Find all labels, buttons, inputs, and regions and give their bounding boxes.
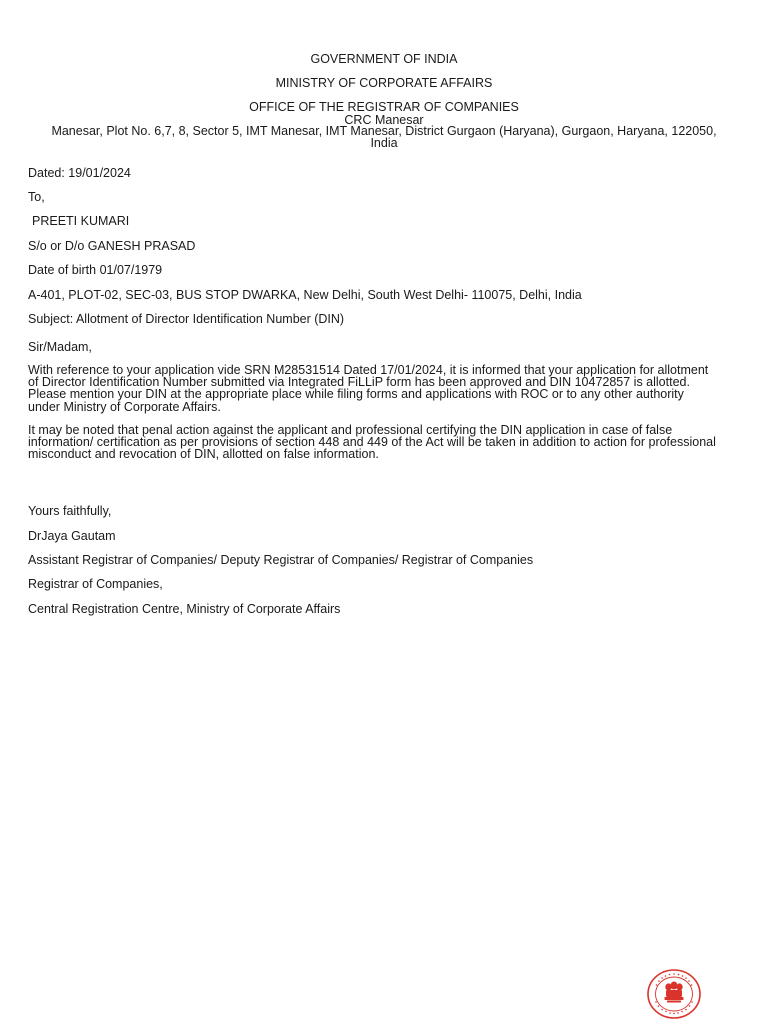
body-paragraph-2	[28, 424, 748, 461]
header-address-line2: India	[370, 136, 398, 150]
official-seal	[646, 968, 702, 1020]
recipient-dob: Date of birth 01/07/1979	[28, 263, 163, 277]
registration-centre: Central Registration Centre, Ministry of Corporate Affairs	[28, 602, 341, 616]
registrar-title: Registrar of Companies,	[28, 577, 163, 591]
closing: Yours faithfully,	[28, 504, 112, 518]
letter-date: Dated: 19/01/2024	[28, 166, 131, 180]
header-government: GOVERNMENT OF INDIA	[310, 52, 458, 66]
letter-to: To,	[28, 190, 45, 204]
recipient-parent: S/o or D/o GANESH PRASAD	[28, 239, 196, 253]
header-office: OFFICE OF THE REGISTRAR OF COMPANIES	[249, 100, 519, 114]
body-paragraph-1-line: Please mention your DIN at the appropriate place while filing forms and applications with ROC or to any other authority	[28, 387, 684, 402]
body-paragraph-1	[28, 364, 748, 413]
recipient-address: A-401, PLOT-02, SEC-03, BUS STOP DWARKA, New Delhi, South West Delhi- 110075, Delhi, India	[28, 288, 582, 302]
header-ministry: MINISTRY OF CORPORATE AFFAIRS	[275, 76, 493, 90]
body-paragraph-1-line: of Director Identification Number submitted via Integrated FiLLiP form has been approved and DIN 10472857 is allotted.	[28, 375, 690, 390]
signatory-designation: Assistant Registrar of Companies/ Deputy Registrar of Companies/ Registrar of Companies	[28, 553, 534, 567]
letter-subject: Subject: Allotment of Director Identification Number (DIN)	[28, 312, 345, 326]
body-paragraph-1-line: under Ministry of Corporate Affairs.	[28, 399, 221, 414]
recipient-name: PREETI KUMARI	[32, 214, 130, 228]
body-paragraph-2-line: information/ certification as per provisions of section 448 and 449 of the Act will be taken in addition to action for professional	[28, 435, 716, 450]
body-paragraph-2-line: It may be noted that penal action against the applicant and professional certifying the DIN application in case of false	[28, 423, 673, 437]
header-crc: CRC Manesar	[344, 113, 424, 127]
header-address-line1: Manesar, Plot No. 6,7, 8, Sector 5, IMT Manesar, IMT Manesar, District Gurgaon (Haryana), Gurgaon, Haryana, 122050,	[51, 124, 717, 138]
signatory-name: DrJaya Gautam	[28, 529, 116, 543]
body-paragraph-1-line: With reference to your application vide SRN M28531514 Dated 17/01/2024, it is informed that your application for allotment	[28, 363, 709, 377]
body-paragraph-2-line: misconduct and revocation of DIN, allotted on false information.	[28, 447, 379, 462]
national-emblem-icon	[665, 982, 684, 1003]
letter-salutation: Sir/Madam,	[28, 340, 92, 354]
